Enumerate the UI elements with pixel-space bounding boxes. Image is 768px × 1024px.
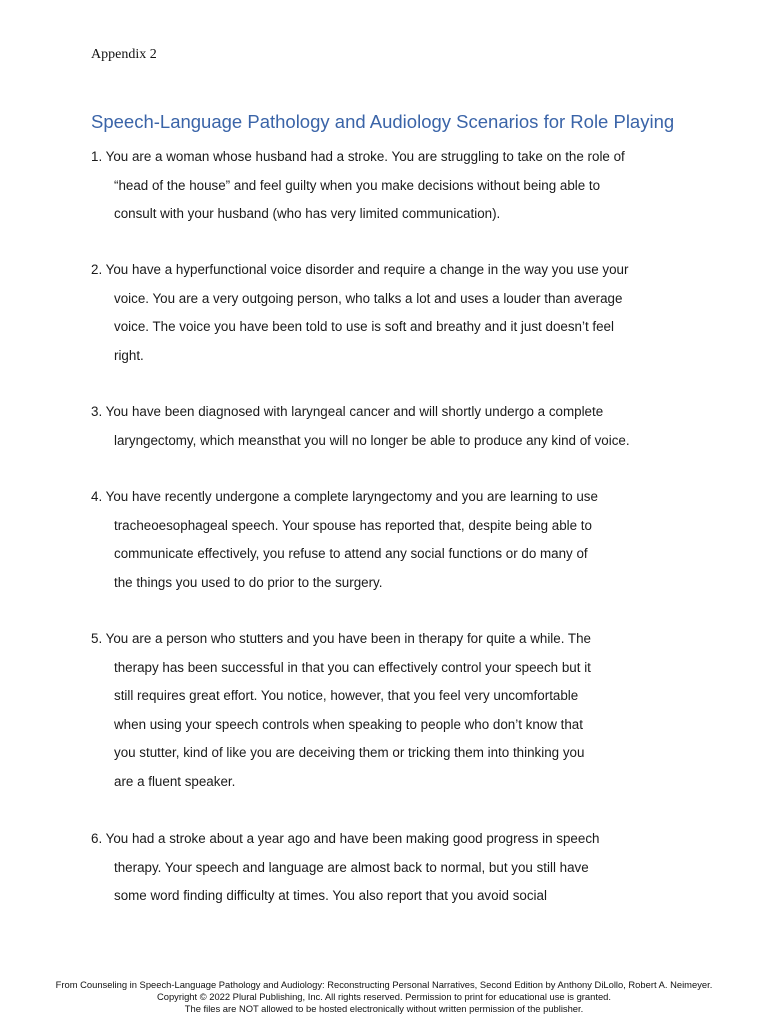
scenario-1 xyxy=(91,143,625,229)
scenario-line: right. xyxy=(114,347,144,363)
scenario-4 xyxy=(91,483,598,597)
scenario-line: you stutter, kind of like you are deceiving them or tricking them into thinking you xyxy=(114,745,585,760)
scenario-2 xyxy=(91,256,628,370)
scenario-line: consult with your husband (who has very limited communication). xyxy=(114,206,501,221)
scenario-line: some word finding difficulty at times. You also report that you avoid social xyxy=(114,888,547,903)
scenario-line: voice. You are a very outgoing person, who talks a lot and uses a louder than average xyxy=(114,290,623,306)
scenario-line: when using your speech controls when speaking to people who don’t know that xyxy=(114,716,583,732)
scenario-line: 2. You have a hyperfunctional voice disorder and require a change in the way you use your xyxy=(91,262,629,277)
scenario-line: 3. You have been diagnosed with laryngeal cancer and will shortly undergo a complete xyxy=(91,404,604,419)
appendix-label: Appendix 2 xyxy=(91,47,157,62)
scenario-5 xyxy=(91,625,591,796)
page-title: Speech-Language Pathology and Audiology Scenarios for Role Playing xyxy=(91,111,675,132)
scenario-line: still requires great effort. You notice, however, that you feel very uncomfortable xyxy=(114,688,579,703)
scenario-6 xyxy=(91,825,599,911)
scenario-line: 6. You had a stroke about a year ago and have been making good progress in speech xyxy=(91,831,600,846)
scenario-line: 1. You are a woman whose husband had a stroke. You are struggling to take on the role of xyxy=(91,149,625,164)
copyright-footer xyxy=(0,979,768,1015)
scenario-line: therapy. Your speech and language are almost back to normal, but you still have xyxy=(114,859,589,875)
scenario-line: tracheoesophageal speech. Your spouse has reported that, despite being able to xyxy=(114,517,592,533)
scenario-3 xyxy=(91,398,630,455)
scenario-line: laryngectomy, which meansthat you will no longer be able to produce any kind of voice. xyxy=(114,432,630,448)
scenario-line: “head of the house” and feel guilty when you make decisions without being able to xyxy=(114,177,601,193)
scenario-line: communicate effectively, you refuse to attend any social functions or do many of xyxy=(114,546,588,561)
scenario-line: therapy has been successful in that you can effectively control your speech but it xyxy=(114,659,591,675)
footer-source-line: From Counseling in Speech-Language Pathology and Audiology: Reconstructing Personal Narratives, Second Edition by Anthony DiLollo, Robert A. Neimeyer. xyxy=(55,979,713,990)
footer-copyright-line: Copyright © 2022 Plural Publishing, Inc. All rights reserved. Permission to print for educational use is granted. xyxy=(156,991,611,1002)
scenario-line: the things you used to do prior to the surgery. xyxy=(114,574,383,590)
scenario-line: 4. You have recently undergone a complete laryngectomy and you are learning to use xyxy=(91,489,598,504)
scenario-line: voice. The voice you have been told to use is soft and breathy and it just doesn’t feel xyxy=(114,319,614,334)
scenario-line: are a fluent speaker. xyxy=(114,773,236,789)
footer-hosting-line: The files are NOT allowed to be hosted electronically without written permission of the publisher. xyxy=(184,1003,584,1014)
scenario-line: 5. You are a person who stutters and you have been in therapy for quite a while. The xyxy=(91,631,592,646)
